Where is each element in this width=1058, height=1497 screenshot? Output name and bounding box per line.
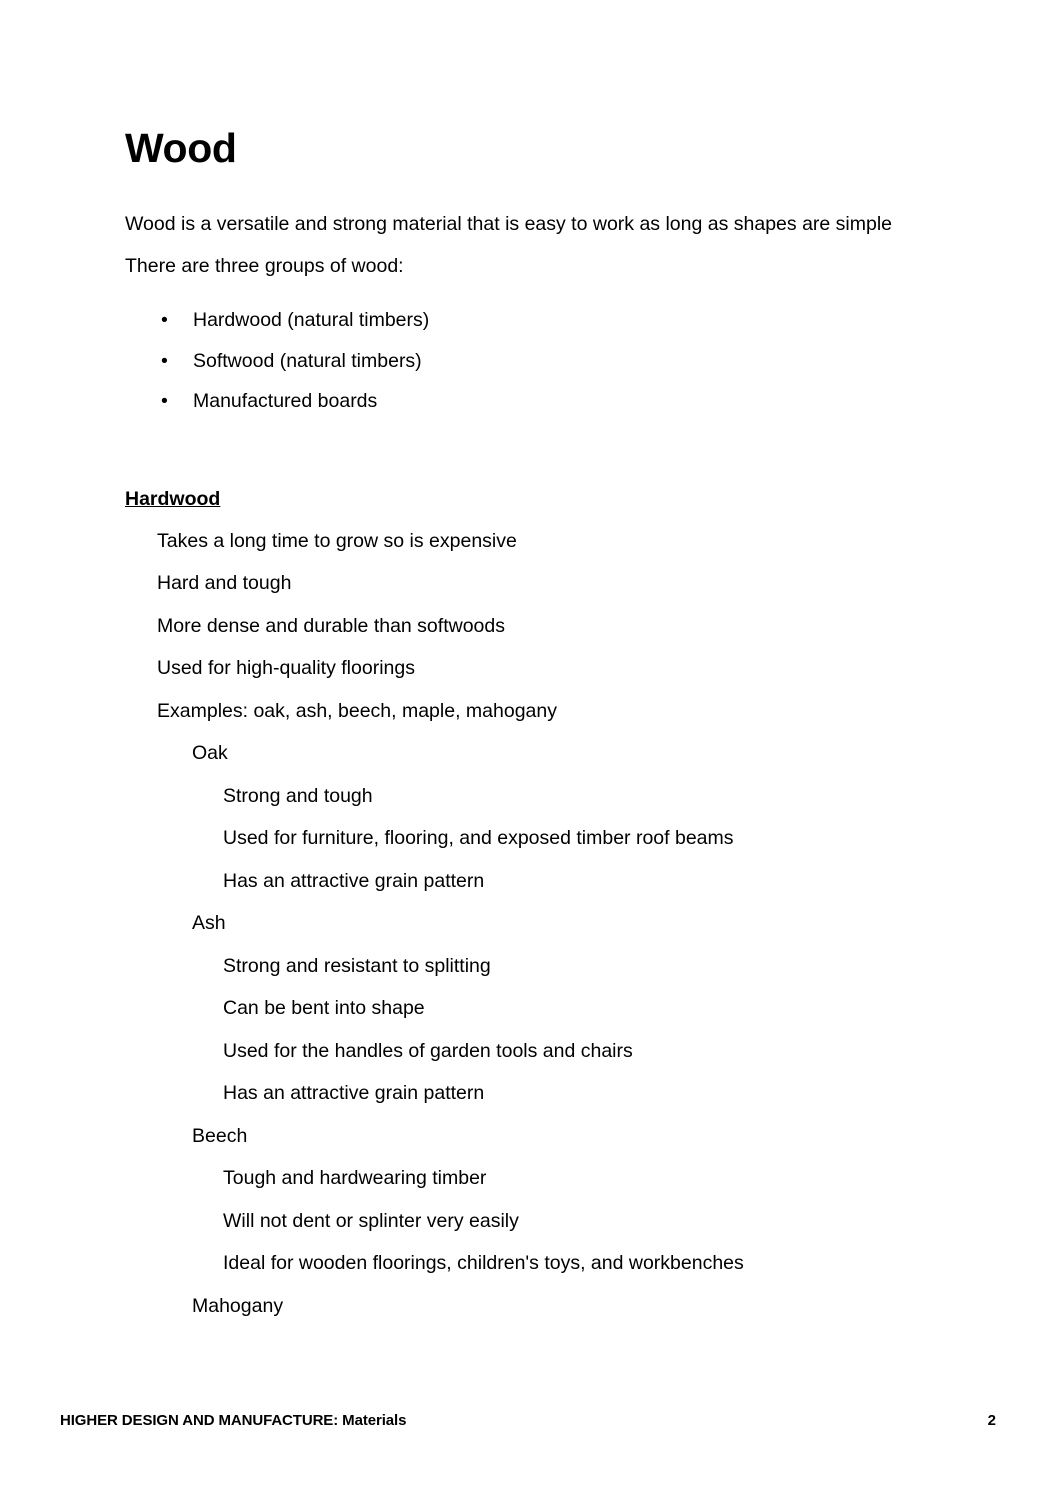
species-detail: Ideal for wooden floorings, children's toys, and workbenches xyxy=(223,1252,744,1274)
hardwood-property: Hard and tough xyxy=(157,572,292,594)
list-item-label: Softwood (natural timbers) xyxy=(193,349,422,372)
section-heading-hardwood: Hardwood xyxy=(125,487,221,510)
bullet-icon: • xyxy=(161,390,168,412)
hardwood-property: Takes a long time to grow so is expensive xyxy=(157,529,517,552)
page-footer xyxy=(60,1412,996,1429)
list-item-label: Hardwood (natural timbers) xyxy=(193,309,430,331)
hardwood-property: Used for high-quality floorings xyxy=(157,657,415,679)
species-detail: Used for furniture, flooring, and exposed timber roof beams xyxy=(223,827,734,849)
list-item xyxy=(125,381,915,422)
species-detail: Strong and resistant to splitting xyxy=(223,954,491,977)
hardwood-property: Examples: oak, ash, beech, maple, mahogany xyxy=(157,699,557,722)
species-name-oak: Oak xyxy=(192,742,228,764)
species-name-beech: Beech xyxy=(192,1124,248,1147)
page-title: Wood xyxy=(125,125,237,171)
footer-page-number: 2 xyxy=(987,1412,996,1429)
document-body xyxy=(125,125,915,1327)
list-item-label: Manufactured boards xyxy=(193,390,378,412)
hardwood-property: More dense and durable than softwoods xyxy=(157,614,505,637)
species-name-mahogany: Mahogany xyxy=(192,1294,284,1317)
species-detail: Has an attractive grain pattern xyxy=(223,869,485,892)
list-item xyxy=(125,300,915,341)
species-name-ash: Ash xyxy=(192,912,226,934)
species-detail: Used for the handles of garden tools and chairs xyxy=(223,1039,633,1062)
wood-groups-list xyxy=(125,300,915,422)
species-detail: Will not dent or splinter very easily xyxy=(223,1209,519,1232)
bullet-icon: • xyxy=(161,349,168,372)
species-detail: Can be bent into shape xyxy=(223,997,425,1019)
section-spacer xyxy=(125,422,915,478)
species-detail: Tough and hardwearing timber xyxy=(223,1167,487,1189)
bullet-icon: • xyxy=(161,309,168,331)
species-detail: Strong and tough xyxy=(223,784,373,807)
list-item xyxy=(125,341,915,382)
footer-document-title: HIGHER DESIGN AND MANUFACTURE: Materials xyxy=(60,1412,407,1429)
intro-paragraph-2: There are three groups of wood: xyxy=(125,255,404,277)
intro-paragraph-1: Wood is a versatile and strong material that is easy to work as long as shapes are simple xyxy=(125,213,893,235)
species-detail: Has an attractive grain pattern xyxy=(223,1082,485,1104)
